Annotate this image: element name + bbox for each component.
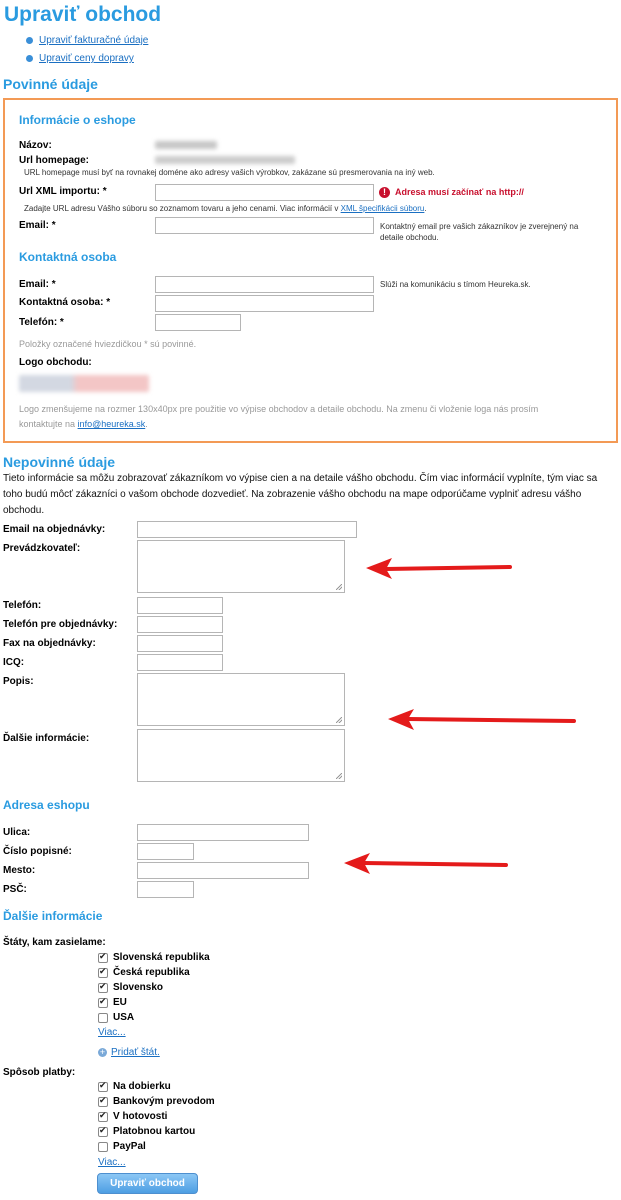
order-phone-label: Telefón pre objednávky: xyxy=(3,619,118,630)
operator-label: Prevádzkovateľ: xyxy=(3,543,81,554)
payment-option[interactable]: ✔ Bankovým prevodom xyxy=(98,1094,215,1109)
operator-textarea[interactable] xyxy=(137,540,345,593)
contact-person-label: Kontaktná osoba: * xyxy=(19,297,111,308)
logo-label: Logo obchodu: xyxy=(19,357,92,368)
checkbox-checked[interactable] xyxy=(98,1097,108,1107)
contact-email-input[interactable] xyxy=(155,276,374,293)
payment-label: Spôsob platby: xyxy=(3,1067,76,1078)
street-input[interactable] xyxy=(137,824,309,841)
submit-button[interactable]: Upraviť obchod xyxy=(97,1173,198,1194)
checkbox-checked[interactable] xyxy=(98,998,108,1008)
edit-billing-link[interactable]: Upraviť fakturačné údaje xyxy=(26,35,148,46)
phone-label: Telefón: xyxy=(3,600,42,611)
eshop-info-heading: Informácie o eshope xyxy=(19,113,136,127)
order-email-label: Email na objednávky: xyxy=(3,524,106,535)
countries-more-link[interactable]: Viac... xyxy=(98,1027,126,1038)
payments-more-link[interactable]: Viac... xyxy=(98,1157,126,1168)
error-icon: ! xyxy=(379,187,390,198)
order-phone-input[interactable] xyxy=(137,616,223,633)
order-fax-label: Fax na objednávky: xyxy=(3,638,96,649)
country-option[interactable]: ✔ EU xyxy=(98,995,210,1010)
more-info-heading: Ďalšie informácie xyxy=(3,909,103,923)
xml-spec-link[interactable]: XML špecifikácii súboru xyxy=(340,204,425,213)
email-label: Email: * xyxy=(19,220,56,231)
countries-list xyxy=(98,950,210,1025)
zip-label: PSČ: xyxy=(3,884,27,895)
add-country-link[interactable]: + Pridať štát. xyxy=(99,1046,160,1058)
url-label: Url homepage: xyxy=(19,155,90,166)
countries-label: Štáty, kam zasielame: xyxy=(3,937,106,948)
house-number-input[interactable] xyxy=(137,843,194,860)
xml-note: Zadajte URL adresu Vášho súboru so zoznamom tovaru a jeho cenami. Viac informácií v XML špecifikácii súboru. xyxy=(24,204,427,213)
payment-option[interactable]: ✔ Na dobierku xyxy=(98,1079,215,1094)
street-label: Ulica: xyxy=(3,827,31,838)
icq-label: ICQ: xyxy=(3,657,25,668)
bullet-icon xyxy=(26,37,33,44)
edit-shipping-link[interactable]: Upraviť ceny dopravy xyxy=(26,53,134,64)
checkbox-checked[interactable] xyxy=(98,953,108,963)
name-value-redacted xyxy=(155,141,217,149)
xml-url-error: Adresa musí začínať na http:// xyxy=(395,187,524,197)
city-label: Mesto: xyxy=(3,865,36,876)
plus-icon: + xyxy=(99,1046,106,1057)
email-note: Kontaktný email pre vašich zákazníkov je zverejnený na detaile obchodu. xyxy=(380,222,579,242)
checkbox-checked[interactable] xyxy=(98,1127,108,1137)
url-value-redacted xyxy=(155,156,295,164)
more-info-label: Ďalšie informácie: xyxy=(3,733,90,744)
checkbox-checked[interactable] xyxy=(98,1082,108,1092)
logo-note-line-2: kontaktujte na info@heureka.sk. xyxy=(19,419,148,429)
bullet-icon xyxy=(26,55,33,62)
page-title: Upraviť obchod xyxy=(4,3,162,26)
info-email-link[interactable]: info@heureka.sk xyxy=(77,419,146,429)
order-fax-input[interactable] xyxy=(137,635,223,652)
order-email-input[interactable] xyxy=(137,521,357,538)
contact-email-note: Slúži na komunikáciu s tímom Heureka.sk. xyxy=(380,280,531,289)
email-input[interactable] xyxy=(155,217,374,234)
payment-option[interactable]: ✔ V hotovosti xyxy=(98,1109,215,1124)
payment-option[interactable]: ✔ Platobnou kartou xyxy=(98,1124,215,1139)
optional-heading: Nepovinné údaje xyxy=(3,454,116,470)
checkbox-checked[interactable] xyxy=(98,1112,108,1122)
red-arrow-icon xyxy=(384,707,578,733)
optional-intro-3: obchodu. xyxy=(3,505,45,516)
payment-option[interactable]: PayPal xyxy=(98,1139,215,1154)
contact-phone-label: Telefón: * xyxy=(19,317,64,328)
required-note: Položky označené hviezdičkou * sú povinné. xyxy=(19,339,197,349)
name-label: Názov: xyxy=(19,140,52,151)
city-input[interactable] xyxy=(137,862,309,879)
description-label: Popis: xyxy=(3,676,34,687)
required-heading: Povinné údaje xyxy=(3,76,98,92)
contact-phone-input[interactable] xyxy=(155,314,241,331)
contact-email-label: Email: * xyxy=(19,279,56,290)
country-option[interactable]: ✔ Slovenská republika xyxy=(98,950,210,965)
xml-url-input[interactable] xyxy=(155,184,374,201)
url-note: URL homepage musí byť na rovnakej doméne ako adresy vašich výrobkov, zakázane sú presmerovania na iný web. xyxy=(24,168,435,177)
optional-intro-1: Tieto informácie sa môžu zobrazovať zákazníkom vo výpise cien a na detaile vášho obchodu. Čím viac informácií vyplníte, tým viac sa xyxy=(3,473,598,484)
icq-input[interactable] xyxy=(137,654,223,671)
checkbox-checked[interactable] xyxy=(98,968,108,978)
more-info-textarea[interactable] xyxy=(137,729,345,782)
contact-heading: Kontaktná osoba xyxy=(19,250,117,264)
country-option[interactable]: ✔ Slovensko xyxy=(98,980,210,995)
optional-intro-2: toho budú môcť zákazníci o vašom obchode dozvedieť. Na zobrazenie vášho obchodu na mape odporúčame vyplniť adresu vášho xyxy=(3,489,582,500)
country-option[interactable]: USA xyxy=(98,1010,210,1025)
checkbox-unchecked[interactable] xyxy=(98,1013,108,1023)
checkbox-checked[interactable] xyxy=(98,983,108,993)
checkbox-unchecked[interactable] xyxy=(98,1142,108,1152)
red-arrow-icon xyxy=(362,555,514,581)
house-number-label: Číslo popisné: xyxy=(3,846,72,857)
description-textarea[interactable] xyxy=(137,673,345,726)
country-option[interactable]: ✔ Česká republika xyxy=(98,965,210,980)
logo-image-redacted xyxy=(19,375,149,392)
xml-url-label: Url XML importu: * xyxy=(19,186,107,197)
zip-input[interactable] xyxy=(137,881,194,898)
payment-list xyxy=(98,1079,215,1154)
logo-note-line-1: Logo zmenšujeme na rozmer 130x40px pre použitie vo výpise obchodov a detaile obchodu. Na zmenu či vloženie loga nás prosím xyxy=(19,404,539,414)
red-arrow-icon xyxy=(340,851,510,877)
address-heading: Adresa eshopu xyxy=(3,798,90,812)
phone-input[interactable] xyxy=(137,597,223,614)
contact-person-input[interactable] xyxy=(155,295,374,312)
